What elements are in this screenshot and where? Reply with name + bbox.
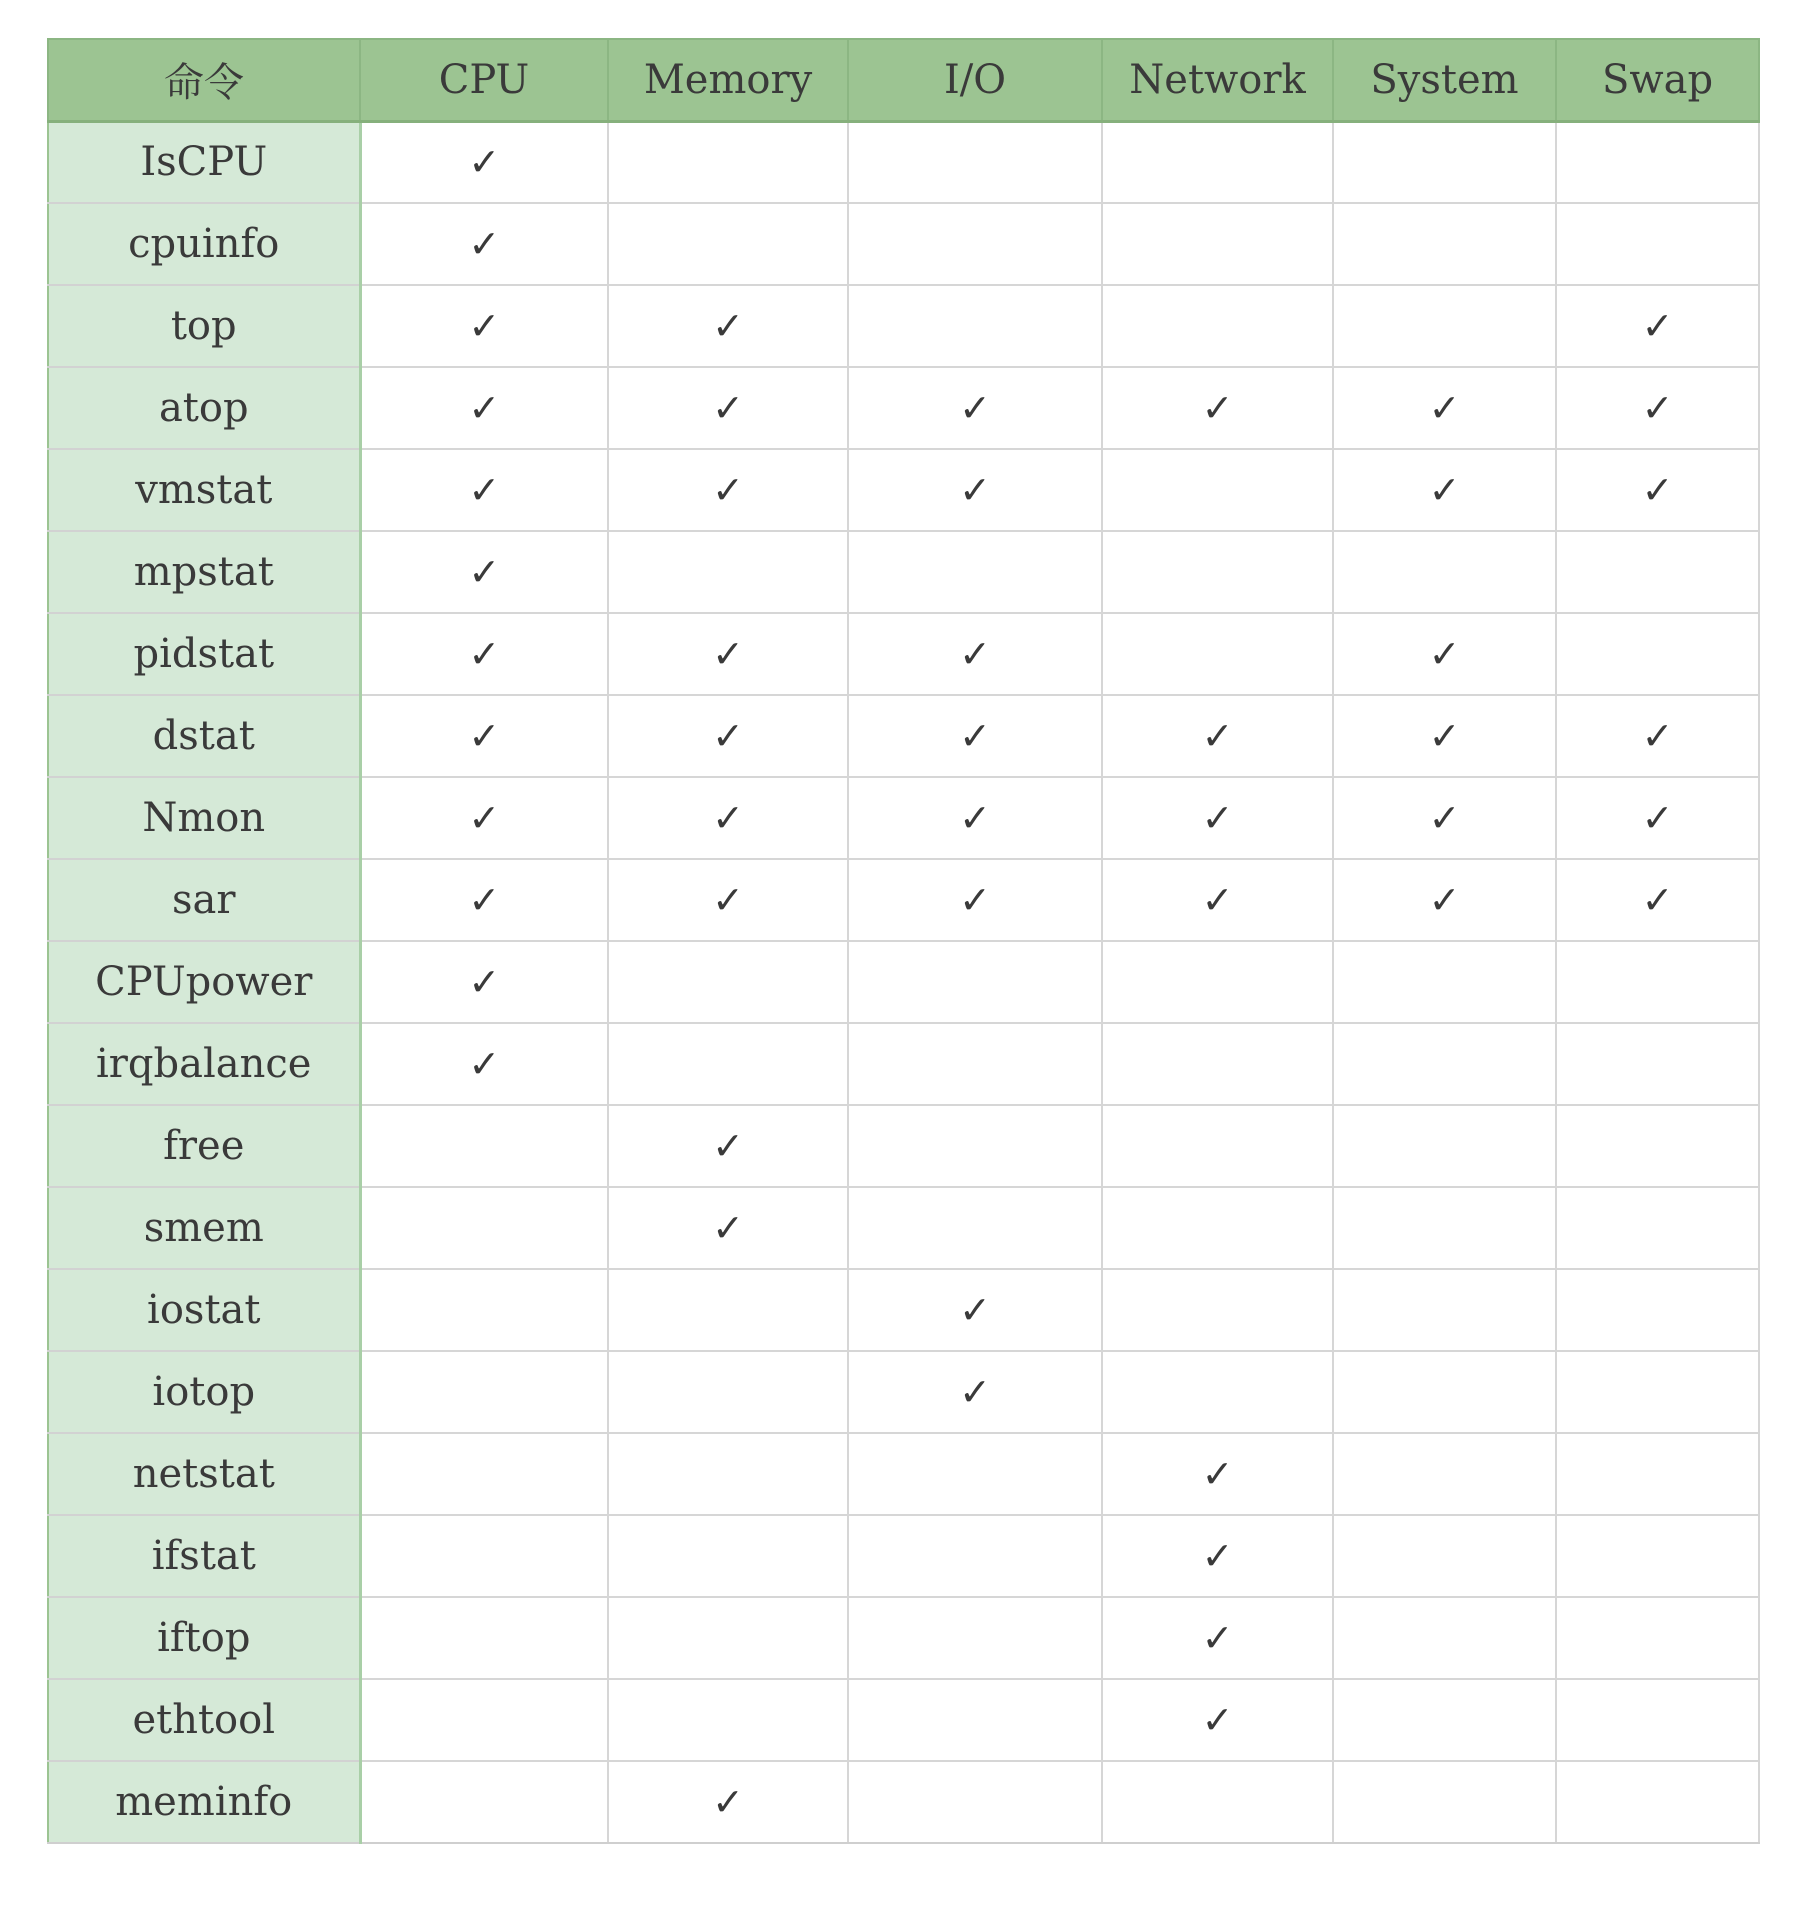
check-mark-cell: ✓ xyxy=(1102,1597,1333,1679)
empty-cell xyxy=(1333,941,1556,1023)
empty-cell xyxy=(848,1105,1102,1187)
check-mark-cell: ✓ xyxy=(1102,777,1333,859)
empty-cell xyxy=(848,1679,1102,1761)
table-row xyxy=(48,531,1759,613)
table-row xyxy=(48,613,1759,695)
empty-cell xyxy=(848,285,1102,367)
check-mark-cell: ✓ xyxy=(360,613,608,695)
check-mark-cell: ✓ xyxy=(1333,777,1556,859)
empty-cell xyxy=(848,1433,1102,1515)
table-row xyxy=(48,285,1759,367)
empty-cell xyxy=(1333,1187,1556,1269)
check-mark-cell: ✓ xyxy=(1556,695,1759,777)
empty-cell xyxy=(1556,1597,1759,1679)
empty-cell xyxy=(1556,1023,1759,1105)
table-row xyxy=(48,1433,1759,1515)
empty-cell xyxy=(1102,449,1333,531)
empty-cell xyxy=(1333,1597,1556,1679)
empty-cell xyxy=(360,1761,608,1843)
check-mark-cell: ✓ xyxy=(1556,777,1759,859)
command-name: CPUpower xyxy=(48,941,360,1023)
check-mark-cell: ✓ xyxy=(608,449,848,531)
check-mark-cell: ✓ xyxy=(1556,449,1759,531)
check-mark-cell: ✓ xyxy=(360,367,608,449)
command-name: dstat xyxy=(48,695,360,777)
empty-cell xyxy=(1102,203,1333,285)
empty-cell xyxy=(848,941,1102,1023)
command-name: vmstat xyxy=(48,449,360,531)
empty-cell xyxy=(1556,1105,1759,1187)
command-name: iotop xyxy=(48,1351,360,1433)
command-name: atop xyxy=(48,367,360,449)
command-name: iftop xyxy=(48,1597,360,1679)
empty-cell xyxy=(1102,613,1333,695)
empty-cell xyxy=(1556,203,1759,285)
empty-cell xyxy=(1102,285,1333,367)
header-swap: Swap xyxy=(1556,39,1759,121)
empty-cell xyxy=(1556,121,1759,203)
empty-cell xyxy=(1102,1187,1333,1269)
empty-cell xyxy=(1333,531,1556,613)
empty-cell xyxy=(848,1515,1102,1597)
empty-cell xyxy=(608,941,848,1023)
check-mark-cell: ✓ xyxy=(1556,859,1759,941)
check-mark-cell: ✓ xyxy=(1333,613,1556,695)
empty-cell xyxy=(1556,531,1759,613)
command-name: ifstat xyxy=(48,1515,360,1597)
empty-cell xyxy=(1333,1023,1556,1105)
check-mark-cell: ✓ xyxy=(1333,695,1556,777)
table-row xyxy=(48,203,1759,285)
empty-cell xyxy=(1102,1023,1333,1105)
empty-cell xyxy=(608,1023,848,1105)
check-mark-cell: ✓ xyxy=(360,777,608,859)
check-mark-cell: ✓ xyxy=(848,449,1102,531)
table-row xyxy=(48,1761,1759,1843)
empty-cell xyxy=(1333,1515,1556,1597)
check-mark-cell: ✓ xyxy=(608,1105,848,1187)
check-mark-cell: ✓ xyxy=(360,531,608,613)
command-name: cpuinfo xyxy=(48,203,360,285)
table-row xyxy=(48,859,1759,941)
table-row xyxy=(48,1105,1759,1187)
check-mark-cell: ✓ xyxy=(360,203,608,285)
check-mark-cell: ✓ xyxy=(360,941,608,1023)
table-row xyxy=(48,777,1759,859)
check-mark-cell: ✓ xyxy=(1102,1433,1333,1515)
empty-cell xyxy=(1556,1187,1759,1269)
check-mark-cell: ✓ xyxy=(608,1761,848,1843)
empty-cell xyxy=(1333,1433,1556,1515)
check-mark-cell: ✓ xyxy=(1333,859,1556,941)
check-mark-cell: ✓ xyxy=(608,367,848,449)
check-mark-cell: ✓ xyxy=(608,1187,848,1269)
table-row xyxy=(48,1679,1759,1761)
empty-cell xyxy=(360,1187,608,1269)
table-row xyxy=(48,1187,1759,1269)
empty-cell xyxy=(1333,1679,1556,1761)
table-body xyxy=(48,121,1759,1843)
command-name: mpstat xyxy=(48,531,360,613)
empty-cell xyxy=(608,1433,848,1515)
empty-cell xyxy=(1556,1433,1759,1515)
table-row xyxy=(48,449,1759,531)
empty-cell xyxy=(1333,1761,1556,1843)
table-row xyxy=(48,695,1759,777)
empty-cell xyxy=(1333,1351,1556,1433)
check-mark-cell: ✓ xyxy=(1556,367,1759,449)
table-row xyxy=(48,1597,1759,1679)
empty-cell xyxy=(1556,1515,1759,1597)
check-mark-cell: ✓ xyxy=(848,1269,1102,1351)
empty-cell xyxy=(848,1023,1102,1105)
empty-cell xyxy=(1102,121,1333,203)
empty-cell xyxy=(848,531,1102,613)
check-mark-cell: ✓ xyxy=(1102,367,1333,449)
command-name: IsCPU xyxy=(48,121,360,203)
empty-cell xyxy=(1102,1269,1333,1351)
check-mark-cell: ✓ xyxy=(1102,1515,1333,1597)
command-name: Nmon xyxy=(48,777,360,859)
empty-cell xyxy=(848,203,1102,285)
table-row xyxy=(48,121,1759,203)
table-row xyxy=(48,1351,1759,1433)
empty-cell xyxy=(848,121,1102,203)
check-mark-cell: ✓ xyxy=(360,449,608,531)
empty-cell xyxy=(608,203,848,285)
empty-cell xyxy=(360,1351,608,1433)
empty-cell xyxy=(608,121,848,203)
empty-cell xyxy=(1556,941,1759,1023)
check-mark-cell: ✓ xyxy=(1333,367,1556,449)
check-mark-cell: ✓ xyxy=(848,695,1102,777)
empty-cell xyxy=(608,1351,848,1433)
check-mark-cell: ✓ xyxy=(848,777,1102,859)
check-mark-cell: ✓ xyxy=(848,613,1102,695)
header-i-o: I/O xyxy=(848,39,1102,121)
check-mark-cell: ✓ xyxy=(608,859,848,941)
check-mark-cell: ✓ xyxy=(1333,449,1556,531)
empty-cell xyxy=(1102,1351,1333,1433)
empty-cell xyxy=(1556,613,1759,695)
empty-cell xyxy=(1102,941,1333,1023)
empty-cell xyxy=(848,1187,1102,1269)
empty-cell xyxy=(608,1515,848,1597)
check-mark-cell: ✓ xyxy=(1102,1679,1333,1761)
table-row xyxy=(48,941,1759,1023)
empty-cell xyxy=(1556,1761,1759,1843)
command-name: sar xyxy=(48,859,360,941)
empty-cell xyxy=(360,1433,608,1515)
empty-cell xyxy=(1333,285,1556,367)
empty-cell xyxy=(1333,1269,1556,1351)
empty-cell xyxy=(1556,1679,1759,1761)
empty-cell xyxy=(1333,121,1556,203)
header-cpu: CPU xyxy=(360,39,608,121)
check-mark-cell: ✓ xyxy=(360,121,608,203)
check-mark-cell: ✓ xyxy=(1102,859,1333,941)
header-command: 命令 xyxy=(48,39,360,121)
empty-cell xyxy=(608,1597,848,1679)
table-header xyxy=(48,39,1759,121)
empty-cell xyxy=(1102,531,1333,613)
empty-cell xyxy=(1556,1351,1759,1433)
check-mark-cell: ✓ xyxy=(608,695,848,777)
command-name: ethtool xyxy=(48,1679,360,1761)
command-name: iostat xyxy=(48,1269,360,1351)
empty-cell xyxy=(360,1679,608,1761)
empty-cell xyxy=(360,1515,608,1597)
table-row xyxy=(48,1269,1759,1351)
check-mark-cell: ✓ xyxy=(848,367,1102,449)
check-mark-cell: ✓ xyxy=(360,859,608,941)
header-system: System xyxy=(1333,39,1556,121)
command-name: pidstat xyxy=(48,613,360,695)
check-mark-cell: ✓ xyxy=(360,285,608,367)
header-row xyxy=(48,39,1759,121)
empty-cell xyxy=(360,1105,608,1187)
check-mark-cell: ✓ xyxy=(608,777,848,859)
table-row xyxy=(48,367,1759,449)
check-mark-cell: ✓ xyxy=(848,1351,1102,1433)
tool-capability-table xyxy=(47,38,1760,1844)
empty-cell xyxy=(1556,1269,1759,1351)
check-mark-cell: ✓ xyxy=(1556,285,1759,367)
empty-cell xyxy=(360,1269,608,1351)
check-mark-cell: ✓ xyxy=(1102,695,1333,777)
command-name: smem xyxy=(48,1187,360,1269)
empty-cell xyxy=(1333,203,1556,285)
check-mark-cell: ✓ xyxy=(360,695,608,777)
table-row xyxy=(48,1515,1759,1597)
check-mark-cell: ✓ xyxy=(608,285,848,367)
check-mark-cell: ✓ xyxy=(608,613,848,695)
check-mark-cell: ✓ xyxy=(360,1023,608,1105)
empty-cell xyxy=(360,1597,608,1679)
empty-cell xyxy=(608,531,848,613)
command-name: irqbalance xyxy=(48,1023,360,1105)
empty-cell xyxy=(1102,1761,1333,1843)
empty-cell xyxy=(608,1679,848,1761)
empty-cell xyxy=(848,1761,1102,1843)
empty-cell xyxy=(848,1597,1102,1679)
command-name: top xyxy=(48,285,360,367)
command-name: meminfo xyxy=(48,1761,360,1843)
header-network: Network xyxy=(1102,39,1333,121)
command-name: netstat xyxy=(48,1433,360,1515)
command-name: free xyxy=(48,1105,360,1187)
table-row xyxy=(48,1023,1759,1105)
empty-cell xyxy=(608,1269,848,1351)
header-memory: Memory xyxy=(608,39,848,121)
check-mark-cell: ✓ xyxy=(848,859,1102,941)
empty-cell xyxy=(1333,1105,1556,1187)
empty-cell xyxy=(1102,1105,1333,1187)
